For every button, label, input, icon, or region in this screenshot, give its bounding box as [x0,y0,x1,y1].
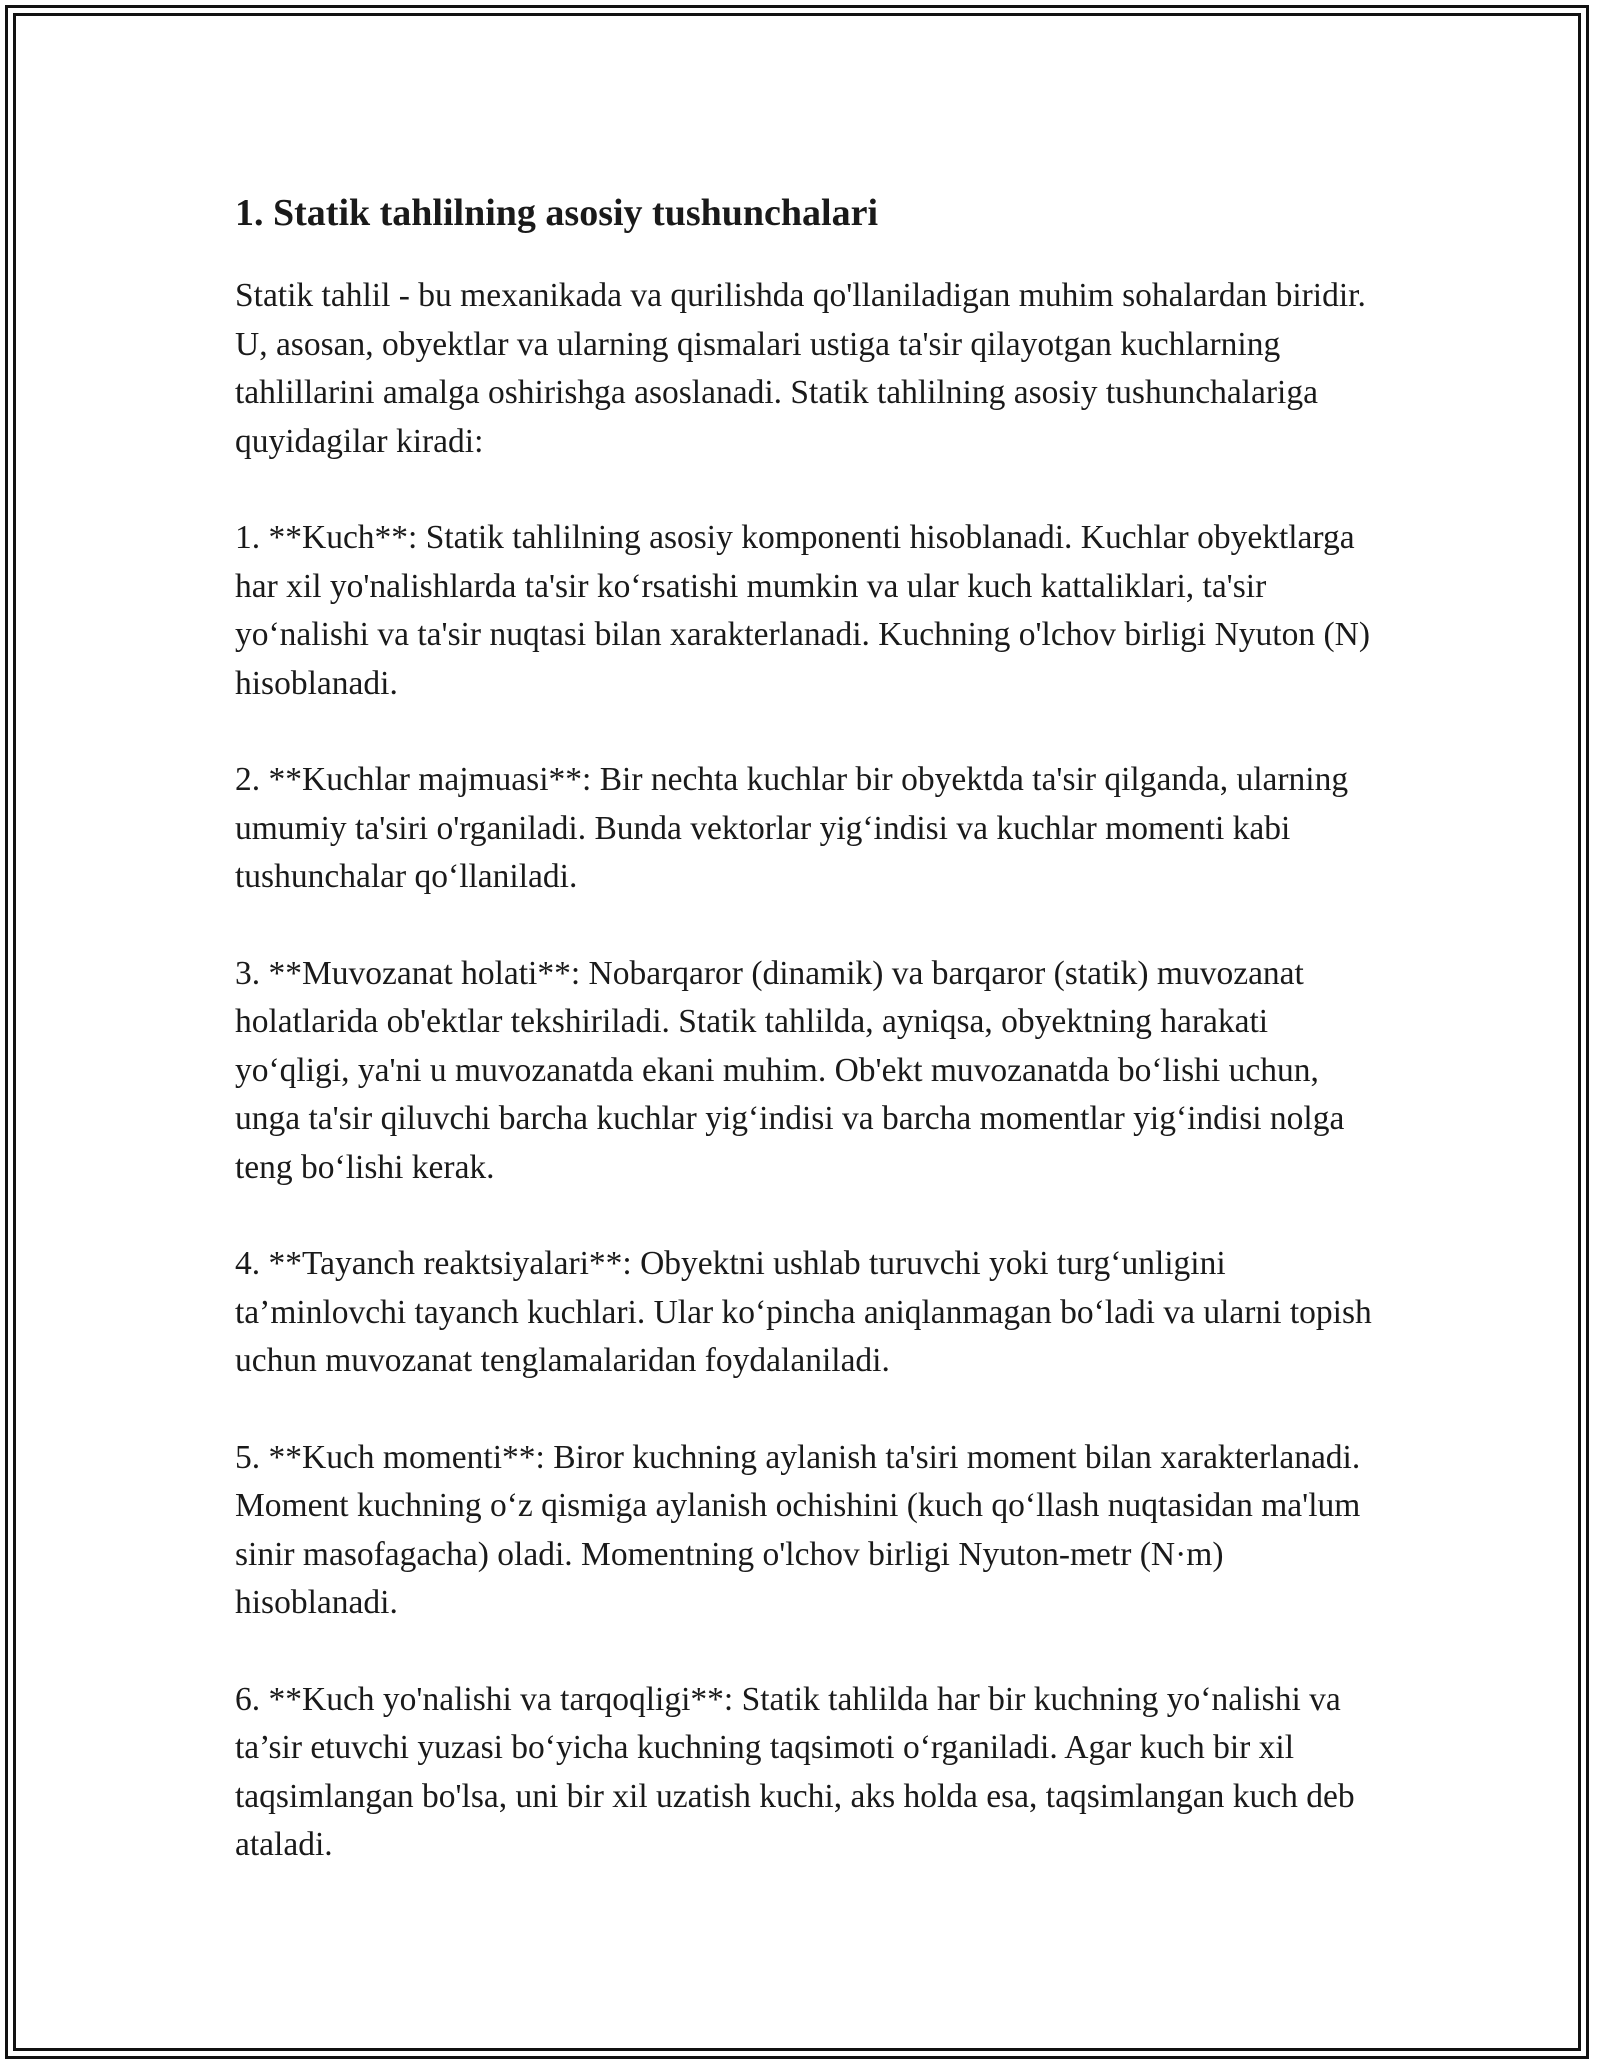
list-item-tayanch-reaktsiyalari: 4. **Tayanch reaktsiyalari**: Obyektni ushlab turuvchi yoki turg‘unligini ta’minlovchi tayanch kuchlari. Ular ko‘pincha aniqlanmagan bo‘ladi va ularni topish uchun muvozanat tenglamalaridan foydalaniladi. [235,1245,1372,1379]
intro-paragraph: Statik tahlil - bu mexanikada va qurilishda qo'llaniladigan muhim sohalardan biridir. U, asosan, obyektlar va ularning qismalari ustiga ta'sir qilayotgan kuchlarning tahlillarini amalga oshirishga asoslanadi. Statik tahlilning asosiy tushunchalariga quyidagilar kiradi: [235,277,1366,460]
section-heading: 1. Statik tahlilning asosiy tushunchalari [235,192,879,234]
list-item-kuchlar-majmuasi: 2. **Kuchlar majmuasi**: Bir nechta kuchlar bir obyektda ta'sir qilganda, ularning umumiy ta'siri o'rganiladi. Bunda vektorlar yig‘indisi va kuchlar momenti kabi tushunchalar qo‘llaniladi. [235,761,1349,895]
list-item-kuch: 1. **Kuch**: Statik tahlilning asosiy komponenti hisoblanadi. Kuchlar obyektlarga har xil yo'nalishlarda ta'sir ko‘rsatishi mumkin va ular kuch kattaliklari, ta'sir yo‘nalishi va ta'sir nuqtasi bilan xarakterlanadi. Kuchning o'lchov birligi Nyuton (N) hisoblanadi. [235,519,1370,702]
list-item-kuch-yonalishi: 6. **Kuch yo'nalishi va tarqoqligi**: Statik tahlilda har bir kuchning yo‘nalishi va ta’sir etuvchi yuzasi bo‘yicha kuchning taqsimoti o‘rganiladi. Agar kuch bir xil taqsimlangan bo'lsa, uni bir xil uzatish kuchi, aks holda esa, taqsimlangan kuch deb ataladi. [235,1680,1355,1863]
list-item-muvozanat-holati: 3. **Muvozanat holati**: Nobarqaror (dinamik) va barqaror (statik) muvozanat holatlarida ob'ektlar tekshiriladi. Statik tahlilda, ayniqsa, obyektning harakati yo‘qligi, ya'ni u muvozanatda ekani muhim. Ob'ekt muvozanatda bo‘lishi uchun, unga ta'sir qiluvchi barcha kuchlar yig‘indisi va barcha momentlar yig‘indisi nolga teng bo‘lishi kerak. [235,954,1345,1186]
list-item-kuch-momenti: 5. **Kuch momenti**: Biror kuchning aylanish ta'siri moment bilan xarakterlanadi. Moment kuchning o‘z qismiga aylanish ochishini (kuch qo‘llash nuqtasidan ma'lum sinir masofagacha) oladi. Momentning o'lchov birligi Nyuton-metr (N·m) hisoblanadi. [235,1438,1361,1621]
document-body [235,188,1375,1918]
